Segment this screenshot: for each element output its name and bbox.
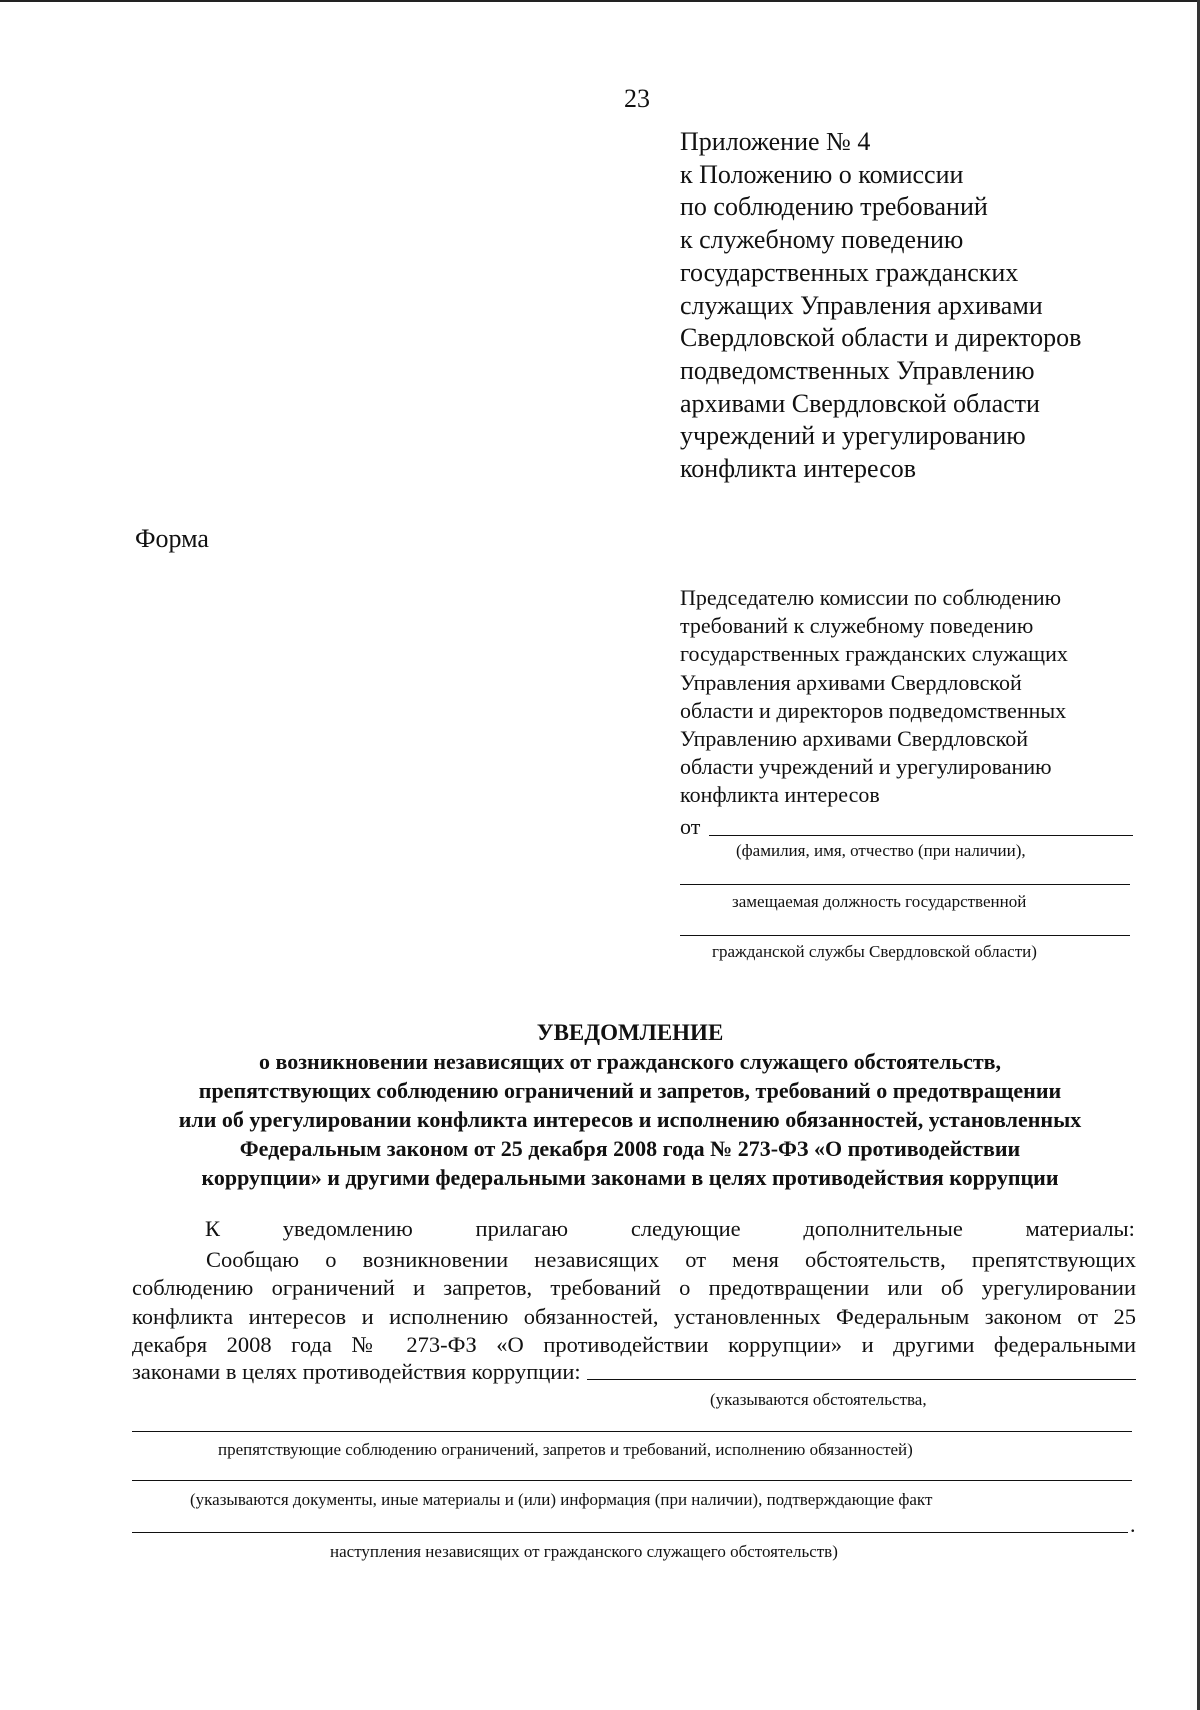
appendix-line: учреждений и урегулированию xyxy=(680,421,1026,451)
appendix-line: к служебному поведению xyxy=(680,225,964,255)
addressee-line: требований к служебному поведению xyxy=(680,613,1034,639)
position-blank-2[interactable] xyxy=(680,935,1130,936)
attach-word: следующие xyxy=(630,1216,741,1241)
form-label: Форма xyxy=(135,524,209,553)
end-dot: . xyxy=(1130,1512,1136,1537)
from-name-blank[interactable] xyxy=(709,835,1133,836)
service-caption: гражданской службы Свердловской области) xyxy=(712,942,1037,961)
appendix-line: к Положению о комиссии xyxy=(680,159,964,189)
notice-subtitle-line: Федеральным законом от 25 декабря 2008 года № 273-ФЗ «О противодействии xyxy=(239,1136,1021,1161)
notice-subtitle-line: о возникновении независящих от гражданского служащего обстоятельств, xyxy=(258,1049,1002,1074)
appendix-line: Приложение № 4 xyxy=(680,127,871,156)
body-line: соблюдению ограничений и запретов, требований о предотвращении или об урегулировании xyxy=(132,1275,1136,1301)
attachments-blank-1[interactable] xyxy=(132,1480,1132,1481)
circumstances-caption: (указываются обстоятельства, xyxy=(710,1390,927,1409)
appendix-header xyxy=(680,126,1081,486)
appendix-line: служащих Управления архивами xyxy=(680,290,1043,320)
appendix-line: государственных гражданских xyxy=(680,257,1019,287)
circumstances-caption-2: препятствующие соблюдению ограничений, запретов и требований, исполнению обязанностей) xyxy=(218,1440,913,1459)
notice-heading: УВЕДОМЛЕНИЕ xyxy=(536,1020,724,1045)
appendix-line: конфликта интересов xyxy=(680,454,917,484)
appendix-line: подведомственных Управлению xyxy=(680,355,1035,385)
addressee-line: конфликта интересов xyxy=(680,782,880,808)
notice-subtitle-line: коррупции» и другими федеральными законами в целях противодействия коррупции xyxy=(201,1165,1059,1190)
body-paragraph xyxy=(132,1246,1136,1359)
attach-word: К xyxy=(205,1216,221,1241)
addressee-block xyxy=(680,584,1068,810)
addressee-line: Управления архивами Свердловской xyxy=(680,669,1022,695)
position-blank-1[interactable] xyxy=(680,884,1130,885)
circumstances-blank[interactable] xyxy=(587,1379,1136,1380)
attach-word: уведомлению xyxy=(282,1216,413,1241)
addressee-line: Управлению архивами Свердловской xyxy=(680,726,1029,752)
body-line: конфликта интересов и исполнению обязанностей, установленных Федеральным законом от 25 xyxy=(132,1303,1136,1329)
attach-word: прилагаю xyxy=(475,1216,569,1241)
notice-subtitle-line: или об урегулировании конфликта интересов и исполнению обязанностей, установленных xyxy=(178,1107,1082,1132)
addressee-line: государственных гражданских служащих xyxy=(680,641,1068,667)
appendix-line: по соблюдению требований xyxy=(680,192,988,222)
position-caption: замещаемая должность государственной xyxy=(732,892,1027,911)
circumstances-blank-2[interactable] xyxy=(132,1431,1132,1432)
page-number: 23 xyxy=(624,84,650,113)
notice-title xyxy=(120,1018,1140,1192)
from-label: от xyxy=(680,814,701,839)
addressee-line: Председателю комиссии по соблюдению xyxy=(680,585,1062,610)
body-line: декабря 2008 года № 273-ФЗ «О противодействии коррупции» и другими федеральными xyxy=(132,1331,1136,1357)
body-line: Сообщаю о возникновении независящих от меня обстоятельств, препятствующих xyxy=(206,1247,1136,1272)
attach-word: материалы: xyxy=(1025,1216,1135,1241)
addressee-line: области учреждений и урегулированию xyxy=(680,754,1052,780)
attachments-caption: (указываются документы, иные материалы и (или) информация (при наличии), подтверждающие факт xyxy=(190,1490,933,1509)
attachments-blank-2[interactable] xyxy=(132,1532,1128,1533)
name-caption: (фамилия, имя, отчество (при наличии), xyxy=(736,841,1026,860)
attach-word: дополнительные xyxy=(803,1216,963,1241)
attachments-line xyxy=(205,1216,1135,1242)
addressee-line: области и директоров подведомственных xyxy=(680,697,1067,723)
notice-subtitle-line: препятствующих соблюдению ограничений и запретов, требований о предотвращении xyxy=(198,1078,1062,1103)
appendix-line: архивами Свердловской области xyxy=(680,388,1040,418)
scan-edge-top xyxy=(0,0,1200,2)
circumstances-row xyxy=(132,1359,1136,1385)
attachments-caption-2: наступления независящих от гражданского служащего обстоятельств) xyxy=(330,1542,838,1561)
circumstances-label: законами в целях противодействия коррупции: xyxy=(132,1359,581,1384)
appendix-line: Свердловской области и директоров xyxy=(680,323,1082,353)
